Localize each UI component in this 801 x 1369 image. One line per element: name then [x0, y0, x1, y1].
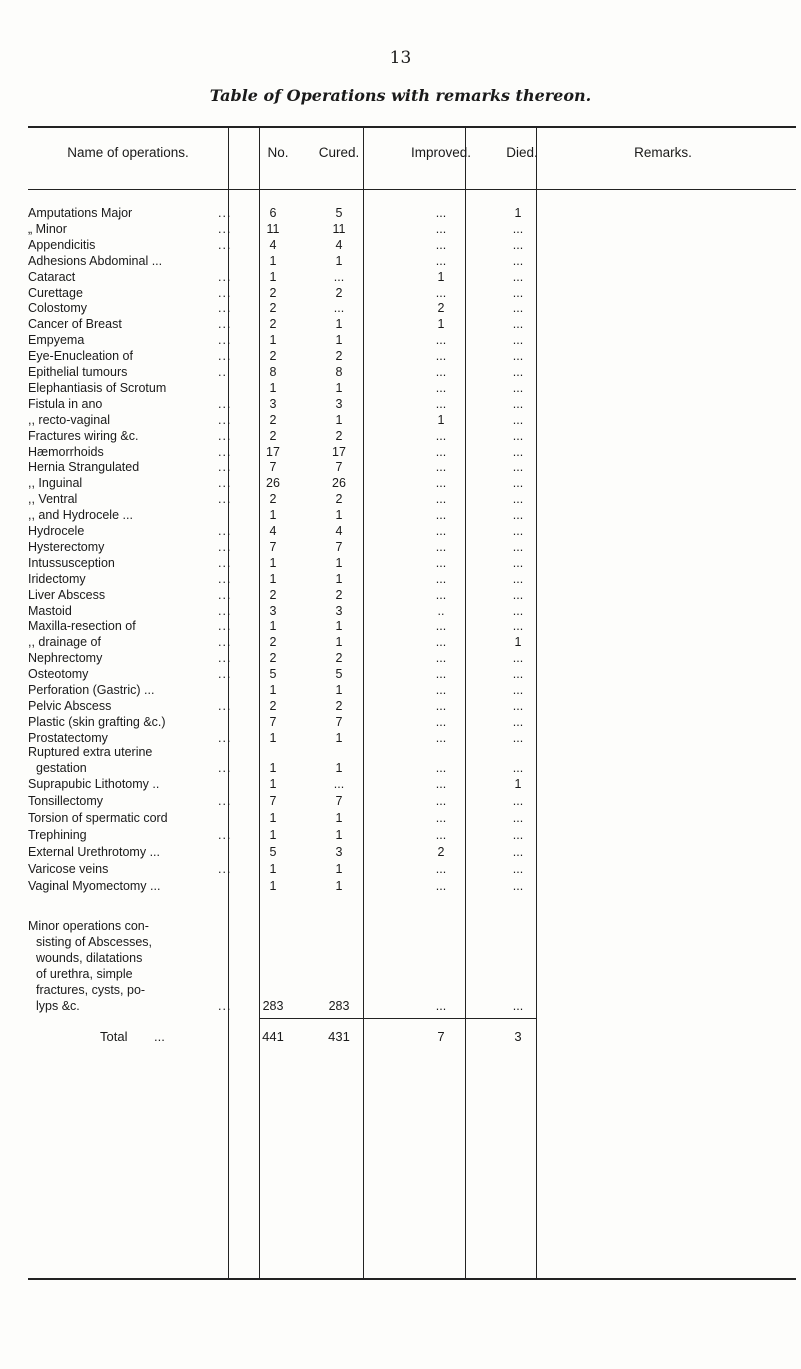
leader-dots: ... — [218, 333, 232, 348]
cell-improved: ... — [435, 619, 447, 634]
cell-cured: 7 — [335, 460, 343, 475]
cell-improved: ... — [435, 714, 447, 729]
cell-died: ... — [512, 587, 524, 602]
cell-no: 1 — [269, 862, 277, 876]
cell-died: ... — [512, 698, 524, 713]
cell-died: ... — [512, 365, 524, 379]
cell-no: 2 — [269, 651, 277, 666]
operation-name: ,, recto-vaginal — [28, 412, 110, 427]
cell-cured: 3 — [335, 396, 343, 411]
leader-dots: ... — [218, 828, 232, 842]
cell-died: 1 — [514, 777, 522, 791]
leader-dots: ... — [218, 635, 232, 650]
operation-name: Osteotomy — [28, 667, 89, 682]
total-improved: 7 — [437, 1029, 445, 1044]
cell-cured: 4 — [335, 237, 343, 252]
cell-no: 4 — [269, 524, 277, 538]
operation-name: Intussusception — [28, 555, 115, 570]
cell-improved: ... — [435, 539, 447, 554]
operation-name: Iridectomy — [28, 571, 86, 586]
header-no: No. — [267, 145, 289, 160]
leader-dots: ... — [218, 524, 232, 538]
leader-dots: ... — [218, 412, 232, 427]
cell-no: 2 — [269, 317, 277, 332]
operations-table — [28, 126, 798, 1281]
leader-dots: ... — [218, 603, 232, 618]
leader-dots: ... — [218, 396, 232, 411]
operation-name: Hysterectomy — [28, 539, 105, 554]
cell-improved: ... — [435, 777, 447, 791]
cell-improved: ... — [435, 571, 447, 586]
cell-died: ... — [512, 879, 524, 893]
operation-name: Torsion of spermatic cord — [28, 811, 168, 825]
cell-no: 17 — [266, 444, 280, 459]
cell-no: 7 — [269, 460, 277, 475]
leader-dots: ... — [154, 1029, 165, 1044]
cell-died: 1 — [514, 206, 522, 220]
cell-died: ... — [512, 460, 524, 475]
leader-dots: ... — [218, 587, 232, 602]
cell-improved: 1 — [437, 269, 445, 284]
header-remarks: Remarks. — [634, 145, 692, 160]
cell-improved: ... — [435, 667, 447, 682]
cell-died: ... — [512, 444, 524, 459]
cell-cured: 283 — [328, 999, 350, 1013]
cell-cured: 2 — [335, 651, 343, 666]
cell-died: ... — [512, 999, 524, 1013]
leader-dots: ... — [218, 221, 232, 236]
operation-name: Epithelial tumours — [28, 365, 128, 379]
minor-line: of urethra, simple — [36, 967, 133, 981]
cell-no: 1 — [269, 333, 277, 348]
cell-no: 1 — [269, 253, 277, 268]
cell-cured: 2 — [335, 492, 343, 507]
cell-cured: 1 — [335, 730, 343, 745]
total-no: 441 — [262, 1029, 284, 1044]
cell-improved: ... — [435, 879, 447, 893]
cell-improved: ... — [435, 794, 447, 808]
cell-died: ... — [512, 761, 524, 775]
cell-died: ... — [512, 317, 524, 332]
cell-no: 1 — [269, 761, 277, 775]
cell-cured: 1 — [335, 253, 343, 268]
cell-cured: ... — [333, 269, 345, 284]
cell-improved: ... — [435, 811, 447, 825]
total-rule-died — [465, 1018, 536, 1019]
cell-improved: ... — [435, 524, 447, 538]
operation-name: Plastic (skin grafting &c.) — [28, 714, 166, 729]
cell-no: 7 — [269, 794, 277, 808]
cell-no: 1 — [269, 555, 277, 570]
cell-cured: 1 — [335, 619, 343, 634]
cell-cured: 2 — [335, 587, 343, 602]
leader-dots: ... — [218, 237, 232, 252]
cell-improved: ... — [435, 492, 447, 507]
operation-name: Vaginal Myomectomy ... — [28, 879, 161, 893]
ruptured-line-2: gestation — [36, 761, 87, 775]
leader-dots: ... — [218, 206, 232, 220]
cell-no: 2 — [269, 349, 277, 364]
cell-died: ... — [512, 301, 524, 316]
cell-no: 2 — [269, 587, 277, 602]
cell-no: 2 — [269, 285, 277, 300]
leader-dots: ... — [218, 698, 232, 713]
cell-improved: 1 — [437, 412, 445, 427]
cell-no: 8 — [269, 365, 277, 379]
cell-no: 1 — [269, 828, 277, 842]
cell-cured: 1 — [335, 761, 343, 775]
cell-improved: ... — [435, 761, 447, 775]
leader-dots: ... — [218, 492, 232, 507]
operation-name: Varicose veins — [28, 862, 109, 876]
cell-no: 2 — [269, 428, 277, 443]
cell-cured: 2 — [335, 349, 343, 364]
cell-died: ... — [512, 237, 524, 252]
cell-improved: ... — [435, 683, 447, 697]
minor-line: lyps &c. — [36, 999, 80, 1013]
header-name: Name of operations. — [67, 145, 189, 160]
cell-improved: ... — [435, 555, 447, 570]
cell-improved: ... — [435, 587, 447, 602]
cell-cured: 1 — [335, 862, 343, 876]
leader-dots: ... — [218, 476, 232, 491]
cell-died: ... — [512, 539, 524, 554]
cell-improved: 2 — [437, 845, 445, 859]
leader-dots: .. — [218, 365, 227, 379]
operation-name: Colostomy — [28, 301, 88, 316]
cell-cured: 7 — [335, 539, 343, 554]
cell-no: 1 — [269, 269, 277, 284]
cell-cured: 2 — [335, 285, 343, 300]
leader-dots: ... — [218, 428, 232, 443]
cell-died: ... — [512, 714, 524, 729]
cell-no: 2 — [269, 492, 277, 507]
cell-cured: 1 — [335, 555, 343, 570]
leader-dots: ... — [218, 539, 232, 554]
operation-name: ,, drainage of — [28, 635, 101, 650]
cell-improved: ... — [435, 698, 447, 713]
cell-improved: ... — [435, 333, 447, 348]
cell-cured: 8 — [335, 365, 343, 379]
cell-died: ... — [512, 380, 524, 395]
cell-no: 1 — [269, 777, 277, 791]
operation-name: Adhesions Abdominal ... — [28, 253, 163, 268]
cell-cured: 1 — [335, 683, 343, 697]
cell-died: ... — [512, 603, 524, 618]
cell-died: ... — [512, 571, 524, 586]
cell-no: 1 — [269, 508, 277, 523]
cell-cured: 11 — [332, 221, 346, 236]
cell-improved: ... — [435, 444, 447, 459]
header-cured: Cured. — [318, 145, 360, 160]
operation-name: Nephrectomy — [28, 651, 103, 666]
cell-no: 5 — [269, 667, 277, 682]
leader-dots: ... — [218, 285, 232, 300]
total-rule-cured — [259, 1018, 465, 1019]
operation-name: Elephantiasis of Scrotum — [28, 380, 167, 395]
cell-no: 1 — [269, 619, 277, 634]
cell-died: ... — [512, 619, 524, 634]
cell-improved: ... — [435, 349, 447, 364]
minor-line: wounds, dilatations — [36, 951, 143, 965]
cell-died: ... — [512, 794, 524, 808]
page-number: 13 — [389, 48, 412, 68]
cell-improved: ... — [435, 237, 447, 252]
operation-name: ,, Ventral — [28, 492, 78, 507]
ruptured-line-1: Ruptured extra uterine — [28, 745, 153, 759]
cell-cured: 17 — [332, 444, 346, 459]
leader-dots: ... — [218, 460, 232, 475]
cell-no: 7 — [269, 539, 277, 554]
cell-cured: 1 — [335, 571, 343, 586]
cell-improved: ... — [435, 460, 447, 475]
leader-dots: ... — [218, 619, 232, 634]
bottom-rule — [28, 1278, 796, 1280]
minor-operations-label — [28, 918, 228, 1014]
leader-dots: ... — [218, 301, 232, 316]
cell-died: ... — [512, 285, 524, 300]
cell-died: ... — [512, 555, 524, 570]
cell-died: ... — [512, 730, 524, 745]
cell-cured: 2 — [335, 428, 343, 443]
cell-no: 1 — [269, 879, 277, 893]
leader-dots: ... — [218, 555, 232, 570]
cell-died: ... — [512, 333, 524, 348]
operation-name: Liver Abscess — [28, 587, 106, 602]
cell-no: 2 — [269, 698, 277, 713]
operation-name: Mastoid — [28, 603, 72, 618]
cell-cured: 3 — [335, 845, 343, 859]
cell-no: 3 — [269, 396, 277, 411]
cell-no: 283 — [262, 999, 284, 1013]
cell-no: 1 — [269, 811, 277, 825]
cell-no: 26 — [266, 476, 280, 491]
cell-no: 2 — [269, 635, 277, 650]
operation-name: Trephining — [28, 828, 87, 842]
leader-dots: ... — [218, 317, 232, 332]
cell-cured: 7 — [335, 714, 343, 729]
operation-name: Amputations Major — [28, 206, 133, 220]
cell-cured: 26 — [332, 476, 346, 491]
cell-improved: ... — [435, 828, 447, 842]
operation-name: Perforation (Gastric) ... — [28, 683, 155, 697]
cell-cured: 1 — [335, 508, 343, 523]
cell-improved: ... — [435, 730, 447, 745]
cell-died: ... — [512, 221, 524, 236]
cell-cured: 1 — [335, 635, 343, 650]
cell-cured: 1 — [335, 412, 343, 427]
cell-died: ... — [512, 667, 524, 682]
operation-name: Appendicitis — [28, 237, 96, 252]
cell-cured: 3 — [335, 603, 343, 618]
leader-dots: ... — [218, 349, 232, 364]
leader-dots: ... — [218, 794, 232, 808]
cell-cured: 1 — [335, 811, 343, 825]
operation-name: ,, Inguinal — [28, 476, 83, 491]
header-improved: Improved. — [410, 145, 472, 160]
leader-dots: ... — [218, 269, 232, 284]
cell-improved: ... — [435, 206, 447, 220]
cell-died: ... — [512, 828, 524, 842]
cell-no: 11 — [266, 221, 280, 236]
cell-died: ... — [512, 492, 524, 507]
operation-name: Cataract — [28, 269, 76, 284]
cell-improved: 1 — [437, 317, 445, 332]
cell-died: ... — [512, 845, 524, 859]
cell-improved: ... — [435, 365, 447, 379]
operation-name: Tonsillectomy — [28, 794, 104, 808]
leader-dots: ... — [218, 667, 232, 682]
cell-died: ... — [512, 862, 524, 876]
cell-improved: ... — [435, 476, 447, 491]
operation-name: Fistula in ano — [28, 396, 103, 411]
cell-improved: ... — [435, 999, 447, 1013]
cell-died: ... — [512, 396, 524, 411]
cell-no: 6 — [269, 206, 277, 220]
operation-name: ,, and Hydrocele ... — [28, 508, 133, 523]
operation-name: Curettage — [28, 285, 83, 300]
cell-improved: ... — [435, 635, 447, 650]
cell-improved: .. — [437, 603, 445, 618]
cell-improved: ... — [435, 396, 447, 411]
cell-died: ... — [512, 811, 524, 825]
cell-died: 1 — [514, 635, 522, 650]
cell-improved: ... — [435, 221, 447, 236]
total-died: 3 — [514, 1029, 522, 1044]
cell-cured: ... — [333, 777, 345, 791]
cell-died: ... — [512, 349, 524, 364]
cell-died: ... — [512, 508, 524, 523]
cell-cured: 1 — [335, 380, 343, 395]
operation-name: Eye-Enucleation of — [28, 349, 133, 364]
cell-improved: ... — [435, 253, 447, 268]
operation-name: Hernia Strangulated — [28, 460, 140, 475]
cell-improved: 2 — [437, 301, 445, 316]
cell-improved: ... — [435, 428, 447, 443]
header-rule — [28, 189, 796, 190]
cell-no: 1 — [269, 730, 277, 745]
leader-dots: ... — [218, 651, 232, 666]
leader-dots: ... — [218, 862, 232, 876]
cell-no: 3 — [269, 603, 277, 618]
cell-died: ... — [512, 683, 524, 697]
leader-dots: ... — [218, 999, 232, 1013]
cell-no: 5 — [269, 845, 277, 859]
cell-cured: 5 — [335, 206, 343, 220]
cell-died: ... — [512, 428, 524, 443]
cell-no: 1 — [269, 571, 277, 586]
ruptured-label — [28, 744, 228, 776]
leader-dots: ... — [218, 730, 232, 745]
cell-no: 2 — [269, 412, 277, 427]
cell-no: 1 — [269, 683, 277, 697]
cell-cured: 1 — [335, 879, 343, 893]
cell-cured: 1 — [335, 828, 343, 842]
cell-cured: 2 — [335, 698, 343, 713]
operation-name: Maxilla-resection of — [28, 619, 136, 634]
cell-died: ... — [512, 524, 524, 538]
cell-died: ... — [512, 269, 524, 284]
total-cured: 431 — [328, 1029, 350, 1044]
leader-dots: ... — [218, 761, 232, 775]
cell-cured: 4 — [335, 524, 343, 538]
operation-name: Fractures wiring &c. — [28, 428, 139, 443]
operation-name: Hæmorrhoids — [28, 444, 104, 459]
cell-no: 1 — [269, 380, 277, 395]
cell-improved: ... — [435, 508, 447, 523]
minor-line: Minor operations con- — [28, 919, 149, 933]
top-rule — [28, 126, 796, 128]
operation-name: Suprapubic Lithotomy .. — [28, 777, 160, 791]
total-label: Total — [100, 1029, 128, 1044]
cell-died: ... — [512, 412, 524, 427]
cell-improved: ... — [435, 285, 447, 300]
header-died: Died. — [506, 145, 538, 160]
operation-name: Prostatectomy — [28, 730, 108, 745]
leader-dots: ... — [218, 444, 232, 459]
cell-no: 2 — [269, 301, 277, 316]
operation-name: Cancer of Breast — [28, 317, 122, 332]
cell-died: ... — [512, 476, 524, 491]
leader-dots: ... — [218, 571, 232, 586]
cell-cured: 7 — [335, 794, 343, 808]
operation-name: External Urethrotomy ... — [28, 845, 160, 859]
cell-died: ... — [512, 253, 524, 268]
cell-no: 4 — [269, 237, 277, 252]
operation-name: „ Minor — [28, 221, 67, 236]
cell-cured: 5 — [335, 667, 343, 682]
cell-cured: 1 — [335, 333, 343, 348]
operation-name: Hydrocele — [28, 524, 85, 538]
cell-died: ... — [512, 651, 524, 666]
cell-no: 7 — [269, 714, 277, 729]
cell-improved: ... — [435, 862, 447, 876]
table-title: Table of Operations with remarks thereon. — [209, 86, 592, 105]
minor-line: fractures, cysts, po- — [36, 983, 146, 997]
minor-line: sisting of Abscesses, — [36, 935, 153, 949]
cell-cured: ... — [333, 301, 345, 316]
operation-name: Pelvic Abscess — [28, 698, 112, 713]
cell-improved: ... — [435, 380, 447, 395]
operation-name: Empyema — [28, 333, 85, 348]
cell-improved: ... — [435, 651, 447, 666]
cell-cured: 1 — [335, 317, 343, 332]
